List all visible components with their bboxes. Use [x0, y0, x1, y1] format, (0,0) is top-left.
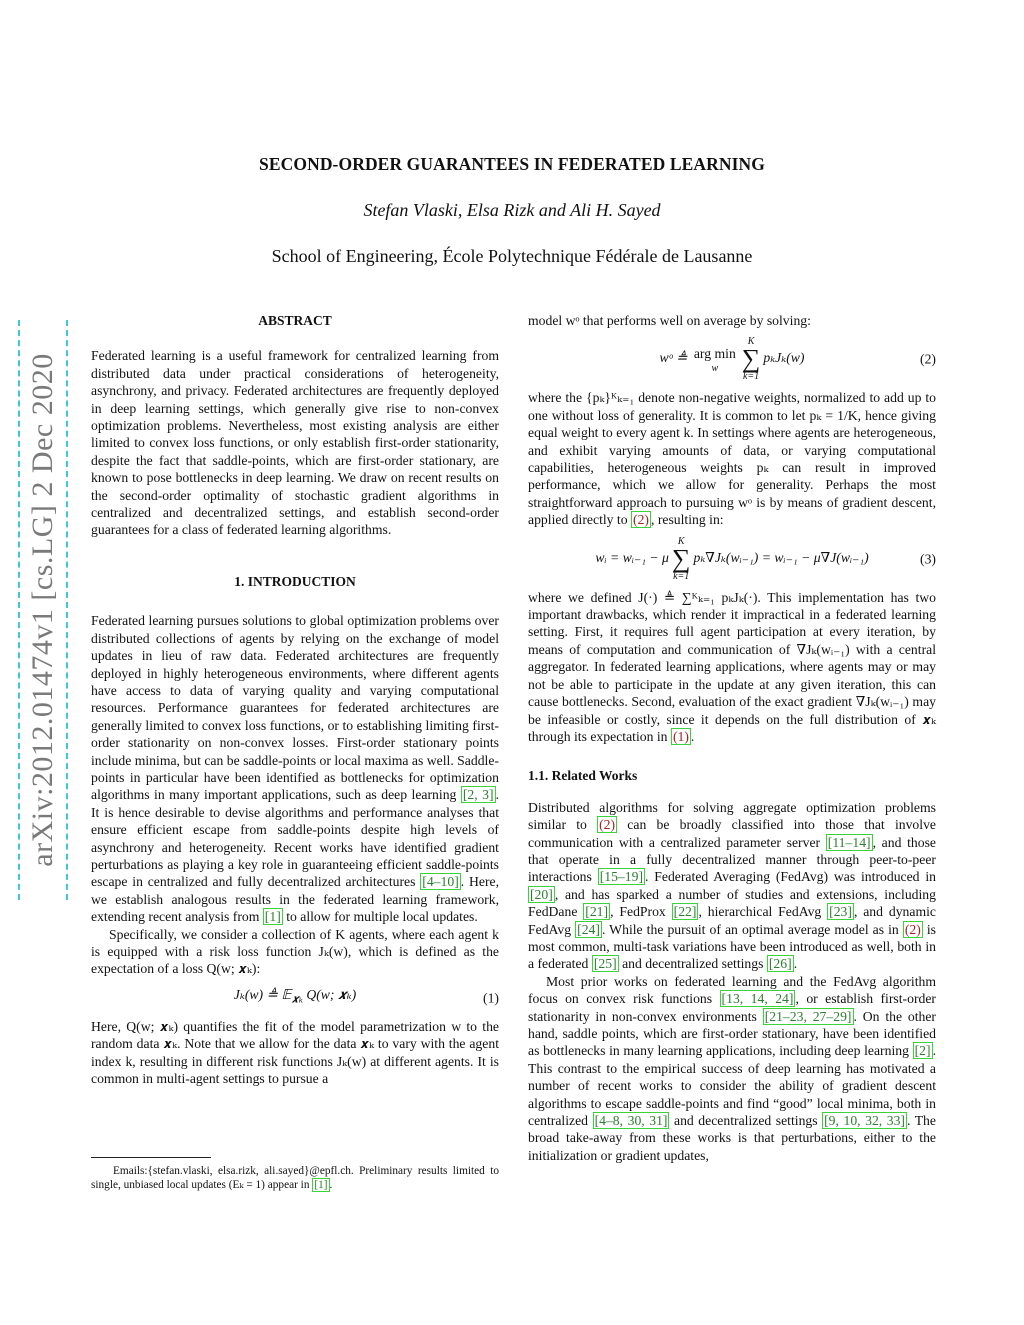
citation-link[interactable]: [21] [585, 904, 609, 920]
citation-link[interactable]: [22] [673, 904, 697, 920]
related-works-paragraph-2: Most prior works on federated learning and the FedAvg algorithm focus on convex risk functions [13, 14, 24] , or establish first-order stationarity in non-convex environments [21–23, 27–29] . On the other hand, saddle points, which are first-order stationary, have been identified as bottlenecks in many learning applications, including deep learning [2] . This contrast to the empirical success of deep learning has motivated a number of recent works to consider the ability of gradient descent algorithms to escape saddle-points and find “good” local minima, both in centralized [4–8, 30, 31] and decentralized settings [9, 10, 32, 33] . The broad take-away from these works is that perturbations, either to the initialization or gradient updates, [528, 973, 936, 1163]
equation-2: wᵒ ≜ arg min w K ∑ k=1 pₖJₖ(w) (2) [659, 336, 936, 383]
intro-paragraph-1: Federated learning pursues solutions to global optimization problems over distributed collections of agents by relying on the exchange of model updates in lieu of raw data. Federated architectures are frequently deployed in highly heterogeneous environments, where different agents have access to data of varying quality and varying computational resources. Performance guarantees for federated architectures are generally limited to convex loss functions, or to establishing limiting first-order stationarity on non-convex losses. First-order stationary points include minima, but can be saddle-points or local maxima as well. Saddle-points in particular have been identified as bottlenecks for optimization algorithms in many important applications, such as deep learning [2, 3] . It is hence desirable to devise algorithms and performance analyses that ensure efficient escape from saddle-points despite high levels of asynchrony and heterogeneity. Recent works have identified gradient perturbations as playing a key role in guaranteeing efficient saddle-points escape in centralized and fully decentralized architectures [4–10] . Here, we establish analogous results in the federated learning framework, extending recent analysis from [1] to allow for multiple local updates. [91, 613, 500, 925]
citation-link[interactable]: [4–10] [422, 874, 459, 890]
citation-link[interactable]: [1] [314, 1179, 328, 1191]
equation-ref-link[interactable]: (2) [633, 512, 649, 528]
citation-link[interactable]: [24] [577, 921, 600, 937]
intro-paragraph-2: Specifically, we consider a collection of K agents, where each agent k is equipped with a risk loss function Jₖ(w), which is defined as the expectation of a loss Q(w; 𝒙ₖ): [91, 926, 499, 977]
abstract-heading: ABSTRACT [258, 313, 332, 328]
footnote: Emails:{stefan.vlaski, elsa.rizk, ali.sayed}@epfl.ch. Preliminary results limited to single, unbiased local updates (Eₖ = 1) appear in [1] . [91, 1165, 499, 1191]
citation-link[interactable]: [25] [593, 956, 617, 972]
citation-link[interactable]: [11–14] [827, 834, 871, 850]
equation-ref-link[interactable]: (2) [599, 817, 616, 833]
right-paragraph-1: model wᵒ that performs well on average by solving: [528, 313, 811, 328]
citation-link[interactable]: [23] [829, 904, 852, 920]
citation-link[interactable]: [9, 10, 32, 33] [824, 1113, 905, 1129]
equation-number: (2) [920, 351, 936, 367]
equation-ref-link[interactable]: (1) [672, 728, 689, 744]
abstract-text: Federated learning is a useful framework for centralized learning from distributed data under practical considerations of heterogeneity, asynchrony, and privacy. Federated architectures are frequently deployed in deep learning settings, which generally give rise to non-convex optimization problems. Nevertheless, most existing analysis are either limited to convex loss functions, or only establish first-order stationarity, despite the fact that saddle-points, which are first-order stationary, are known to pose bottlenecks in deep learning. We draw on recent results on the second-order optimality of stochastic gradient algorithms in centralized and decentralized settings, and establish second-order guarantees for a class of federated learning algorithms. [91, 348, 499, 538]
citation-link[interactable]: [1] [264, 909, 281, 925]
footnote-rule [91, 1157, 211, 1158]
citation-link[interactable]: [21–23, 27–29] [764, 1008, 852, 1024]
related-works-paragraph-1: Distributed algorithms for solving aggregate optimization problems similar to (2) can be broadly classified into those that involve communication with a centralized parameter server [11–14] , and those that operate in a fully decentralized manner through peer-to-peer interactions [15–19] . Federated Averaging (FedAvg) was introduced in [20] , and has sparked a number of studies and extensions, including FedDane [21] , FedProx [22] , hierarchical FedAvg [23] , and dynamic FedAvg [24] . While the pursuit of an optimal average model as in (2) is most common, multi-task variations have been introduced as well, both in a federated [25] and decentralized settings [26] . [528, 799, 937, 972]
citation-link[interactable]: [2] [914, 1043, 931, 1059]
paper-affiliation: School of Engineering, École Polytechnique Fédérale de Lausanne [271, 246, 753, 266]
equation-1: Jₖ(w) ≜ 𝔼$_{𝒙_k}$ Q(w; 𝒙ₖ) (1) [233, 987, 499, 1006]
related-works-heading: 1.1. Related Works [528, 768, 638, 784]
equation-number: (3) [920, 550, 936, 566]
citation-link[interactable]: [4–8, 30, 31] [594, 1113, 668, 1129]
intro-heading: 1. INTRODUCTION [234, 573, 356, 589]
right-column [528, 312, 936, 1164]
right-paragraph-3: where we defined J(·) ≜ ∑ᴷₖ₌₁ pₖJₖ(·). This implementation has two important drawbacks, which render it impractical in a federated learning setting. First, it requires full agent participation at every iteration, by means of computation and communication of ∇Jₖ(wᵢ₋₁) with a central aggregator. In federated learning applications, where agents may or may not be able to participate in the update at any given iteration, this can cause bottlenecks. Second, evaluation of the exact gradient ∇Jₖ(wᵢ₋₁) may be infeasible or costly, since it depends on the full distribution of 𝒙ₖ through its expectation in (1) . [528, 589, 936, 744]
citation-link[interactable]: [26] [768, 956, 792, 972]
citation-link[interactable]: [15–19] [599, 869, 644, 885]
citation-link[interactable]: [2, 3] [462, 787, 494, 803]
citation-link[interactable]: [20] [530, 886, 553, 902]
intro-paragraph-3: Here, Q(w; 𝒙ₖ) quantifies the fit of the model parametrization w to the random data 𝒙ₖ. Note that we allow for the data 𝒙ₖ to vary with the agent index k, resulting in different risk functions Jₖ(w) at different agents. It is common in multi-agent settings to pursue a [91, 1018, 499, 1087]
paper-authors: Stefan Vlaski, Elsa Rizk and Ali H. Sayed [363, 200, 661, 220]
equation-3: wᵢ = wᵢ₋₁ − μ K ∑ k=1 pₖ∇Jₖ(wᵢ₋₁) = wᵢ₋₁ − μ∇J(wᵢ₋₁) (3) [595, 535, 936, 582]
arxiv-identifier[interactable]: arXiv:2012.01474v1 [cs.LG] 2 Dec 2020 [26, 353, 59, 867]
equation-number: (1) [483, 990, 499, 1006]
left-column [91, 312, 499, 1087]
paper-title: SECOND-ORDER GUARANTEES IN FEDERATED LEARNING [259, 154, 765, 174]
right-paragraph-2: where the {pₖ}ᴷₖ₌₁ denote non-negative weights, normalized to add up to one without loss of generality. It is common to let pₖ = 1/K, hence giving equal weight to every agent k. In settings where agents are heterogeneous, and exhibit varying amounts of data, or varying computational capabilities, heterogeneous weights pₖ can result in improved performance, which we allow for generality. Perhaps the most straightforward approach to pursuing wᵒ is by means of gradient descent, applied directly to (2) , resulting in: [528, 390, 936, 528]
citation-link[interactable]: [13, 14, 24] [721, 991, 794, 1007]
equation-ref-link[interactable]: (2) [904, 921, 921, 937]
